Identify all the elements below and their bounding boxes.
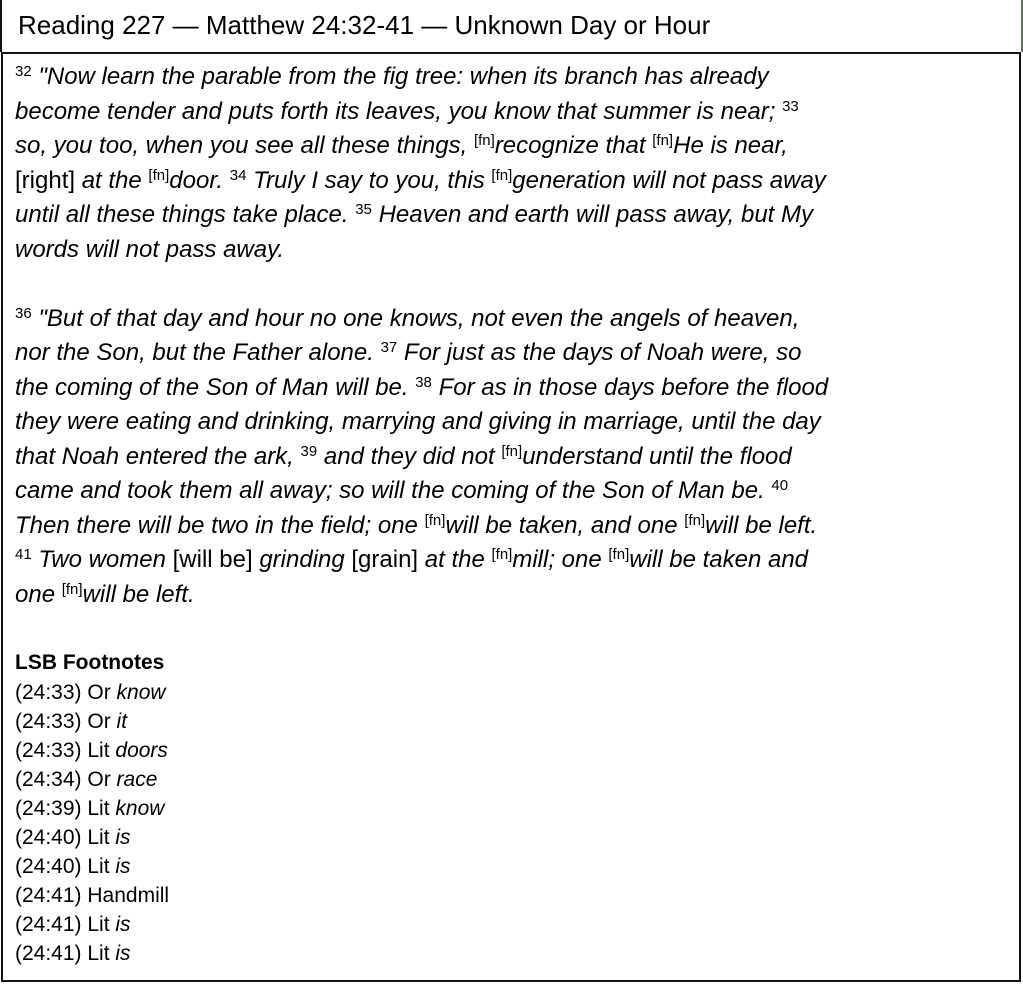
text-segment: is [115,826,131,849]
text-segment: [right] [15,166,82,194]
passage-line [15,543,1007,578]
text-segment: know [115,797,165,820]
passage-line [15,336,1007,371]
passage-line [15,440,1007,475]
passage-box [1,52,1021,982]
text-segment: nor the Son, but the Father alone. [15,339,381,366]
footnote-marker: 38 [415,373,432,391]
text-segment: (24:40) Lit [15,826,116,849]
footnote-item [15,765,1007,794]
text-segment: recognize that [494,132,653,159]
text-segment: generation will not pass away [512,166,826,194]
footnote-marker: [fn] [148,166,170,184]
text-segment: Heaven and earth will pass away, but My [371,201,814,228]
text-segment: Then there will be two in the field; one [15,511,425,539]
text-segment: Two women [31,546,173,573]
passage-line [15,164,1007,199]
footnote-item [15,881,1007,910]
footnote-marker: [fn] [491,546,513,563]
footnote-marker: 33 [782,97,799,115]
text-segment: grinding [259,546,352,573]
passage-line [15,371,1007,406]
text-segment: until all these things take place. [15,201,356,228]
footnote-item [15,736,1007,765]
text-segment: the coming of the Son of Man will be. [15,373,416,401]
footnote-marker: [fn] [61,580,83,598]
footnotes-heading: LSB Footnotes [15,651,165,674]
text-segment: For as in those days before the flood [431,373,829,401]
passage-line [15,578,1007,613]
footnote-marker: 32 [15,63,32,80]
text-segment: He is near, [673,132,788,159]
verse-paragraph [15,302,1007,613]
text-segment: they were eating and drinking, marrying and giving in marriage, until the day [15,408,821,435]
text-segment: will be left. [705,511,818,539]
footnote-marker: 37 [380,339,398,356]
passage-text [15,60,1007,612]
text-segment: (24:41) Handmill [15,884,170,907]
footnote-marker: [fn] [501,442,523,460]
text-segment: [will be] [172,546,260,573]
footnotes-list [15,678,1007,968]
footnote-item [15,939,1007,968]
text-segment: at the [81,166,149,194]
text-segment: so, you too, when you see all these things, [15,132,474,159]
text-segment: "But of that day and hour no one knows, not even the angels of heaven, [31,304,800,332]
text-segment: Truly I say to you, this [246,166,492,194]
text-segment: (24:39) Lit [15,797,116,820]
text-segment: is [115,942,131,965]
text-segment: will be left. [82,580,195,608]
footnote-item [15,794,1007,823]
text-segment: came and took them all away; so will the coming of the Son of Man be. [15,477,772,504]
passage-line [15,129,1007,164]
text-segment: at the [424,546,492,573]
text-segment: is [115,913,131,936]
footnote-marker: [fn] [473,132,495,149]
text-segment: is [115,855,131,878]
footnote-marker: [fn] [491,166,513,184]
footnote-item [15,823,1007,852]
reading-header [0,0,1023,52]
passage-line [15,198,1007,233]
footnote-item [15,910,1007,939]
footnote-marker: 35 [355,201,372,218]
footnote-marker: [fn] [652,132,674,149]
verse-paragraph [15,60,1007,267]
text-segment: become tender and puts forth its leaves, you know that summer is near; [15,97,783,125]
text-segment: race [116,768,158,791]
footnote-marker: [fn] [424,511,446,529]
footnotes-section [15,648,1007,968]
text-segment: doors [115,739,168,762]
text-segment: (24:34) Or [15,768,117,791]
text-segment: will be taken, and one [445,511,685,539]
text-segment: "Now learn the parable from the fig tree: when its branch has already [31,63,769,90]
passage-line [15,95,1007,130]
footnote-item [15,852,1007,881]
passage-line [15,60,1007,95]
text-segment: one [15,580,62,608]
text-segment: (24:33) Or [15,710,117,733]
footnote-marker: 40 [771,477,789,494]
text-segment: words will not pass away. [15,235,284,263]
page-title: Reading 227 — Matthew 24:32-41 — Unknown Day or Hour [18,10,711,40]
footnote-marker: 39 [300,442,318,460]
passage-line [15,474,1007,509]
text-segment: that Noah entered the ark, [15,442,301,470]
text-segment: (24:33) Or [15,681,117,704]
passage-line [15,509,1007,544]
footnote-marker: 41 [15,546,32,563]
footnote-marker: 34 [229,166,247,184]
passage-line [15,405,1007,440]
footnote-item [15,678,1007,707]
text-segment: (24:33) Lit [15,739,116,762]
text-segment: will be taken and [629,546,809,573]
passage-line [15,233,1007,268]
text-segment: know [116,681,166,704]
text-segment: (24:41) Lit [15,913,116,936]
footnote-marker: 36 [15,304,32,322]
footnote-marker: [fn] [684,511,706,529]
footnote-item [15,707,1007,736]
text-segment: (24:41) Lit [15,942,116,965]
text-segment: For just as the days of Noah were, so [397,339,802,366]
text-segment: door. [169,166,230,194]
text-segment: it [116,710,128,733]
text-segment: [grain] [351,546,425,573]
text-segment: mill; one [512,546,609,573]
text-segment: understand until the flood [522,442,792,470]
text-segment: (24:40) Lit [15,855,116,878]
passage-line [15,302,1007,337]
text-segment: and they did not [317,442,502,470]
footnote-marker: [fn] [608,546,630,563]
